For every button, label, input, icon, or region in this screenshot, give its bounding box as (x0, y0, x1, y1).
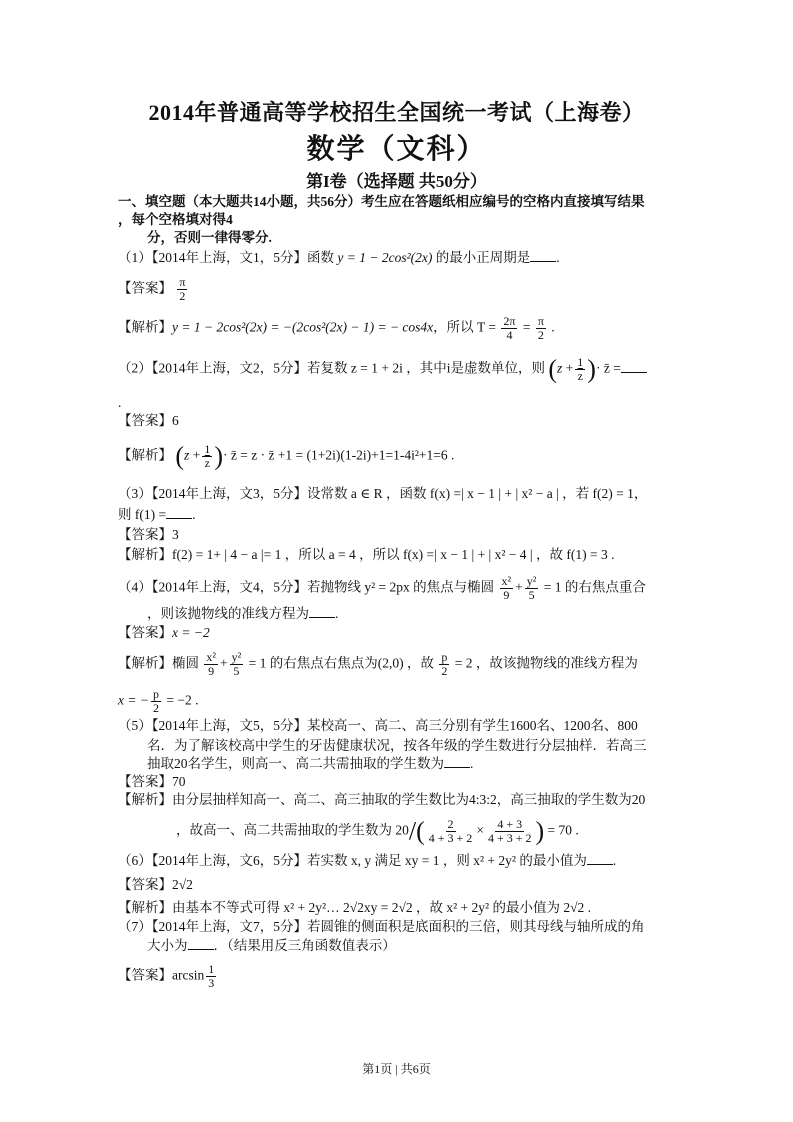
answer-blank (587, 852, 613, 865)
section-title: 第I卷（选择题 共50分） (306, 172, 487, 191)
q1-analysis: 【解析】y = 1 − 2cos²(2x) = −(2cos²(2x) − 1) = − cos4x，所以 T = $\frac{2\pi}{4}$ = $\frac{\pi}{2}$ . (118, 314, 555, 342)
q3-stem-1: （3）【2014年上海，文3，5分】设常数 a ∈ R ，函数 f(x) =| x − 1 | + | x² − a | ，若 f(2) = 1， (118, 486, 648, 501)
q5-analysis-1: 【解析】由分层抽样知高一、高二、高三抽取的学生数比为4:3:2，高三抽取的学生数为20 (118, 792, 646, 807)
q1-answer-fraction: $\frac{\pi}{2}$ (179, 275, 186, 303)
q4-answer: 【答案】x = −2 (118, 625, 210, 640)
q2-answer: 【答案】6 (118, 413, 179, 428)
answer-blank (530, 249, 556, 262)
q2-dot: . (118, 395, 122, 410)
q6-analysis: 【解析】由基本不等式可得 x² + 2y²… 2√2xy = 2√2 ，故 x² + 2y² 的最小值为 2√2 . (118, 900, 592, 915)
q4-analysis-1: 【解析】椭圆 $\frac{\text{x²}}{9}$ + $\frac{\text{y²}}{5}$ = 1 的右焦点右焦点为(2,0) ，故 $\frac{p}{2}$ = 2 ，故该抛物线的准线方程为 (118, 650, 638, 678)
exam-title: 2014年普通高等学校招生全国统一考试（上海卷） (148, 100, 645, 125)
page-footer: 第1页 | 共6页 (362, 1062, 431, 1076)
q7-stem-2: 大小为 ．（结果用反三角函数值表示） (147, 938, 396, 953)
instructions-line-3: 分，否则一律得零分. (147, 230, 272, 245)
q5-stem-3: 抽取20名学生，则高一、高二共需抽取的学生数为 . (147, 756, 474, 771)
answer-blank (444, 755, 470, 768)
answer-blank (166, 506, 192, 519)
q3-stem-2: 则 f(1) = . (118, 507, 196, 522)
q4-stem-2: ，则该抛物线的准线方程为 . (147, 606, 339, 621)
instructions-line-2: ，每个空格填对得4 (118, 212, 233, 227)
answer-blank (309, 605, 335, 618)
q2-analysis: 【解析】 (z + $\frac{1}{z}$ )· z̄ = z · z̄ +1 = (1+2i)(1-2i)+1=1-4i²+1=6 . (118, 441, 455, 471)
subject-title: 数学（文科） (306, 134, 487, 165)
q5-answer: 【答案】70 (118, 774, 186, 789)
q4-analysis-2: x = − $\frac{p}{2}$ = −2 . (118, 687, 199, 715)
q1-stem-formula: y = 1 − 2cos²(2x) (337, 250, 433, 265)
q6-answer: 【答案】2√2 (118, 877, 193, 892)
answer-blank (621, 360, 647, 373)
q6-stem: （6）【2014年上海，文6，5分】若实数 x, y 满足 xy = 1 ，则 x² + 2y² 的最小值为 . (118, 853, 617, 868)
answer-blank (188, 937, 214, 950)
q5-stem-2: 名．为了解该校高中学生的牙齿健康状况，按各年级的学生数进行分层抽样．若高三 (147, 738, 647, 753)
q4-stem-1: （4）【2014年上海，文4，5分】若抛物线 y² = 2px 的焦点与椭圆 $\frac{\text{x²}}{9}$ + $\frac{\text{y²}}{5}$ = 1 的右焦点重合 (118, 574, 646, 602)
q2-stem: （2）【2014年上海，文2，5分】若复数 z = 1 + 2i ，其中i是虚数单位，则 (z + $\frac{1}{z}$ )· z̄ = (118, 356, 647, 383)
q3-analysis: 【解析】f(2) = 1+ | 4 − a |= 1 ，所以 a = 4 ，所以 f(x) =| x − 1 | + | x² − 4 | ，故 f(1) = 3 . (118, 547, 615, 562)
q3-answer: 【答案】3 (118, 527, 179, 542)
q5-analysis-2: ，故高一、高二共需抽取的学生数为 20/( $\frac{2}{4 + 3 + 2}$ × $\frac{4 + 3}{4 + 3 + 2}$ ) = 70 . (176, 816, 579, 846)
q1-stem: （1）【2014年上海，文1，5分】函数 y = 1 − 2cos²(2x) 的最小正周期是 . (118, 250, 560, 265)
instructions-line-1: 一、填空题（本大题共14小题，共56分）考生应在答题纸相应编号的空格内直接填写结果 (118, 194, 645, 209)
q7-stem-1: （7）【2014年上海，文7，5分】若圆锥的侧面积是底面积的三倍，则其母线与轴所成的角 (118, 919, 645, 934)
q1-answer: 【答案】 $\frac{\pi}{2}$ (118, 275, 186, 303)
q7-answer: 【答案】arcsin $\frac{1}{3}$ (118, 962, 215, 990)
q5-stem-1: （5）【2014年上海，文5，5分】某校高一、高二、高三分别有学生1600名、1200名、800 (118, 718, 638, 733)
